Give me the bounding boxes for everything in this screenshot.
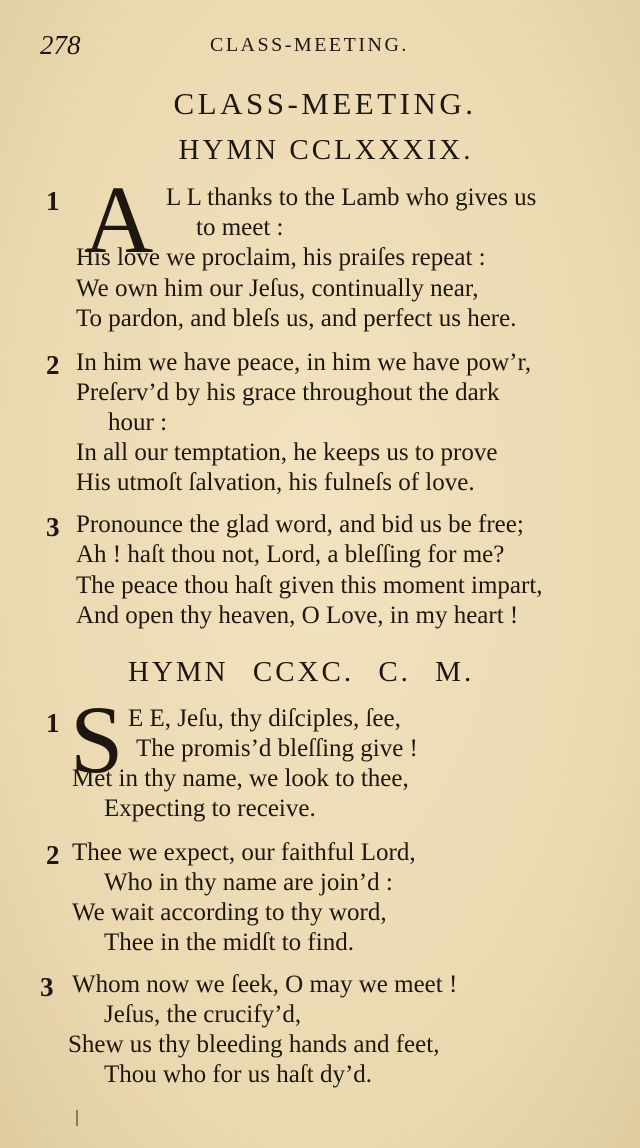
running-title: CLASS-MEETING.	[210, 34, 409, 56]
verse-line: Thou who for us haſt dy’d.	[104, 1061, 373, 1088]
verse-line: Shew us thy bleeding hands and feet,	[68, 1031, 440, 1058]
verse-number: 1	[46, 186, 60, 216]
verse-number: 3	[40, 972, 54, 1002]
verse-number: 3	[46, 512, 60, 542]
verse-line: Pronounce the glad word, and bid us be free;	[76, 511, 524, 538]
verse-line: The promis’d bleſſing give !	[136, 735, 418, 762]
print-mark	[76, 1110, 78, 1126]
hymn-title-290: HYMN CCXC. C. M.	[128, 656, 475, 688]
verse-line: Ah ! haſt thou not, Lord, a bleſſing for me?	[76, 541, 505, 568]
verse-line: Met in thy name, we look to thee,	[72, 765, 409, 792]
verse-line: to meet :	[196, 214, 284, 241]
verse-line: To pardon, and bleſs us, and perfect us here.	[76, 305, 517, 332]
verse-line: Jeſus, the crucify’d,	[104, 1001, 302, 1028]
verse-line: We wait according to thy word,	[72, 899, 387, 926]
verse-line: And open thy heaven, O Love, in my heart !	[76, 602, 519, 629]
verse-number: 1	[46, 708, 60, 738]
verse-line: E E, Jeſu, thy diſciples, ſee,	[128, 705, 401, 732]
verse-line: The peace thou haſt given this moment impart,	[76, 572, 543, 599]
verse-line: We own him our Jeſus, continually near,	[76, 275, 479, 302]
verse-line: Who in thy name are join’d :	[104, 869, 393, 896]
verse-line: Thee in the midſt to find.	[104, 929, 354, 956]
verse-number: 2	[46, 840, 60, 870]
verse-line: Preſerv’d by his grace throughout the dark	[76, 379, 500, 406]
verse-line: His love we proclaim, his praiſes repeat :	[76, 244, 486, 271]
hymn-title-289: HYMN CCLXXXIX.	[178, 134, 474, 166]
verse-line: Expecting to receive.	[104, 795, 316, 822]
verse-line: In all our temptation, he keeps us to prove	[76, 439, 498, 466]
section-title: CLASS-MEETING.	[173, 86, 477, 121]
verse-number: 2	[46, 350, 60, 380]
drop-cap: S	[70, 686, 124, 793]
verse-line: Thee we expect, our faithful Lord,	[72, 839, 416, 866]
verse-line: L L thanks to the Lamb who gives us	[166, 184, 537, 211]
verse-line: In him we have peace, in him we have pow’r,	[76, 349, 532, 376]
drop-cap: A	[84, 166, 154, 273]
verse-line: hour :	[108, 409, 168, 436]
page-number: 278	[40, 30, 81, 60]
verse-line: His utmoſt ſalvation, his fulneſs of love.	[76, 469, 475, 496]
running-head	[0, 30, 640, 60]
verse-line: Whom now we ſeek, O may we meet !	[72, 971, 458, 998]
